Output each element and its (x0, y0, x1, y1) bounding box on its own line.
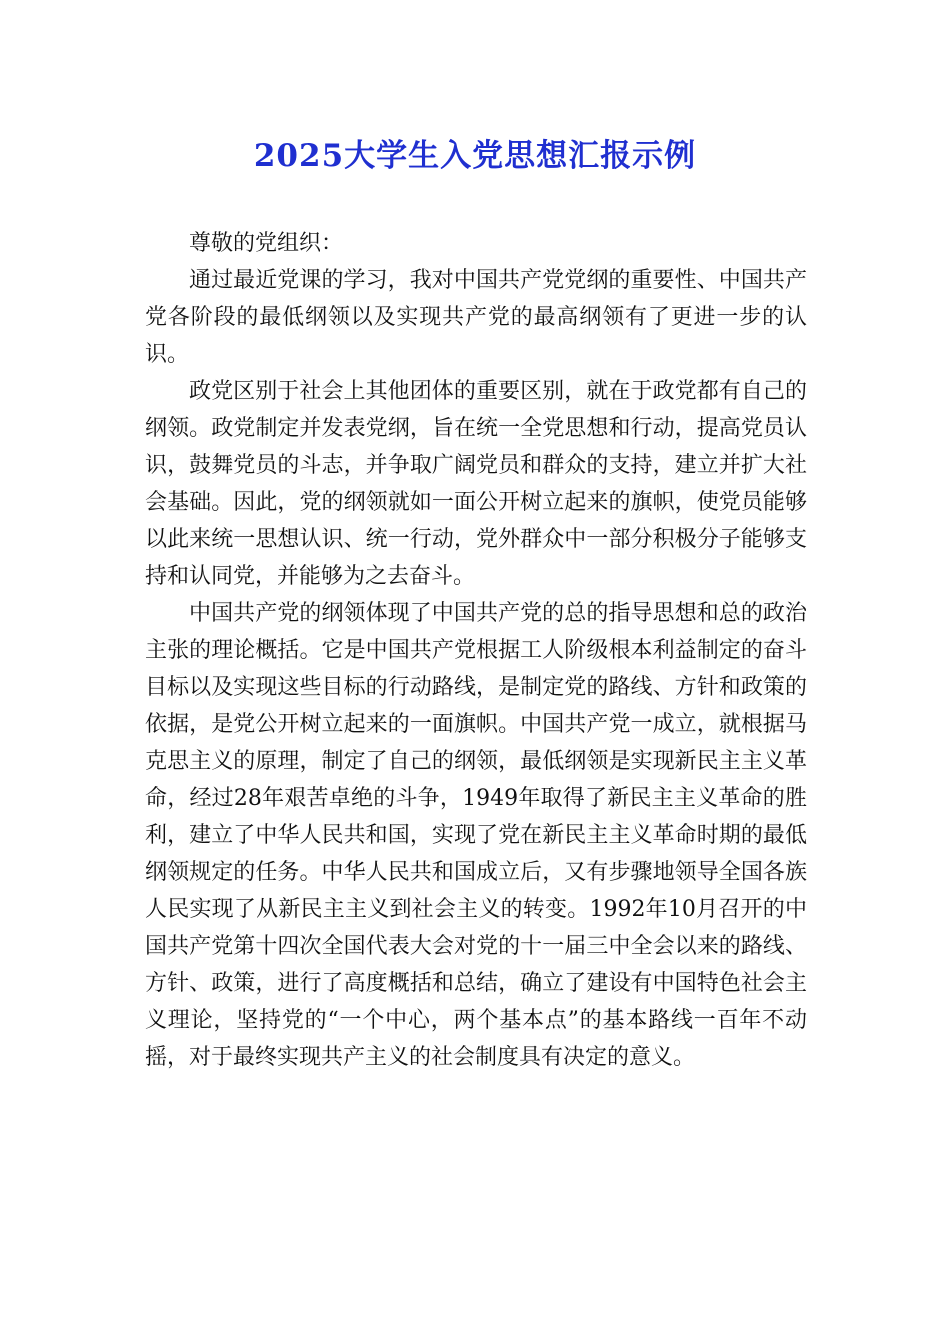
paragraph: 通过最近党课的学习，我对中国共产党党纲的重要性、中国共产党各阶段的最低纲领以及实现共产党的最高纲领有了更进一步的认识。 (145, 268, 807, 367)
salutation: 尊敬的党组织： (189, 231, 344, 256)
document-body (145, 225, 807, 1076)
document-title: 2025大学生入党思想汇报示例 (253, 138, 697, 174)
paragraph: 中国共产党的纲领体现了中国共产党的总的指导思想和总的政治主张的理论概括。它是中国共产党根据工人阶级根本利益制定的奋斗目标以及实现这些目标的行动路线，是制定党的路线、方针和政策的依据，是党公开树立起来的一面旗帜。中国共产党一成立，就根据马克思主义的原理，制定了自己的纲领，最低纲领是实现新民主主义革命，经过28年艰苦卓绝的斗争，1949年取得了新民主主义革命的胜利，建立了中华人民共和国，实现了党在新民主主义革命时期的最低纲领规定的任务。中华人民共和国成立后，又有步骤地领导全国各族人民实现了从新民主主义到社会主义的转变。1992年10月召开的中国共产党第十四次全国代表大会对党的十一届三中全会以来的路线、方针、政策，进行了高度概括和总结，确立了建设有中国特色社会主义理论，坚持党的“一个中心，两个基本点”的基本路线一百年不动摇，对于最终实现共产主义的社会制度具有决定的意义。 (145, 601, 808, 1070)
paragraph: 政党区别于社会上其他团体的重要区别，就在于政党都有自己的纲领。政党制定并发表党纲，旨在统一全党思想和行动，提高党员认识，鼓舞党员的斗志，并争取广阔党员和群众的支持，建立并扩大社会基础。因此，党的纲领就如一面公开树立起来的旗帜，使党员能够以此来统一思想认识、统一行动，党外群众中一部分积极分子能够支持和认同党，并能够为之去奋斗。 (145, 379, 807, 589)
